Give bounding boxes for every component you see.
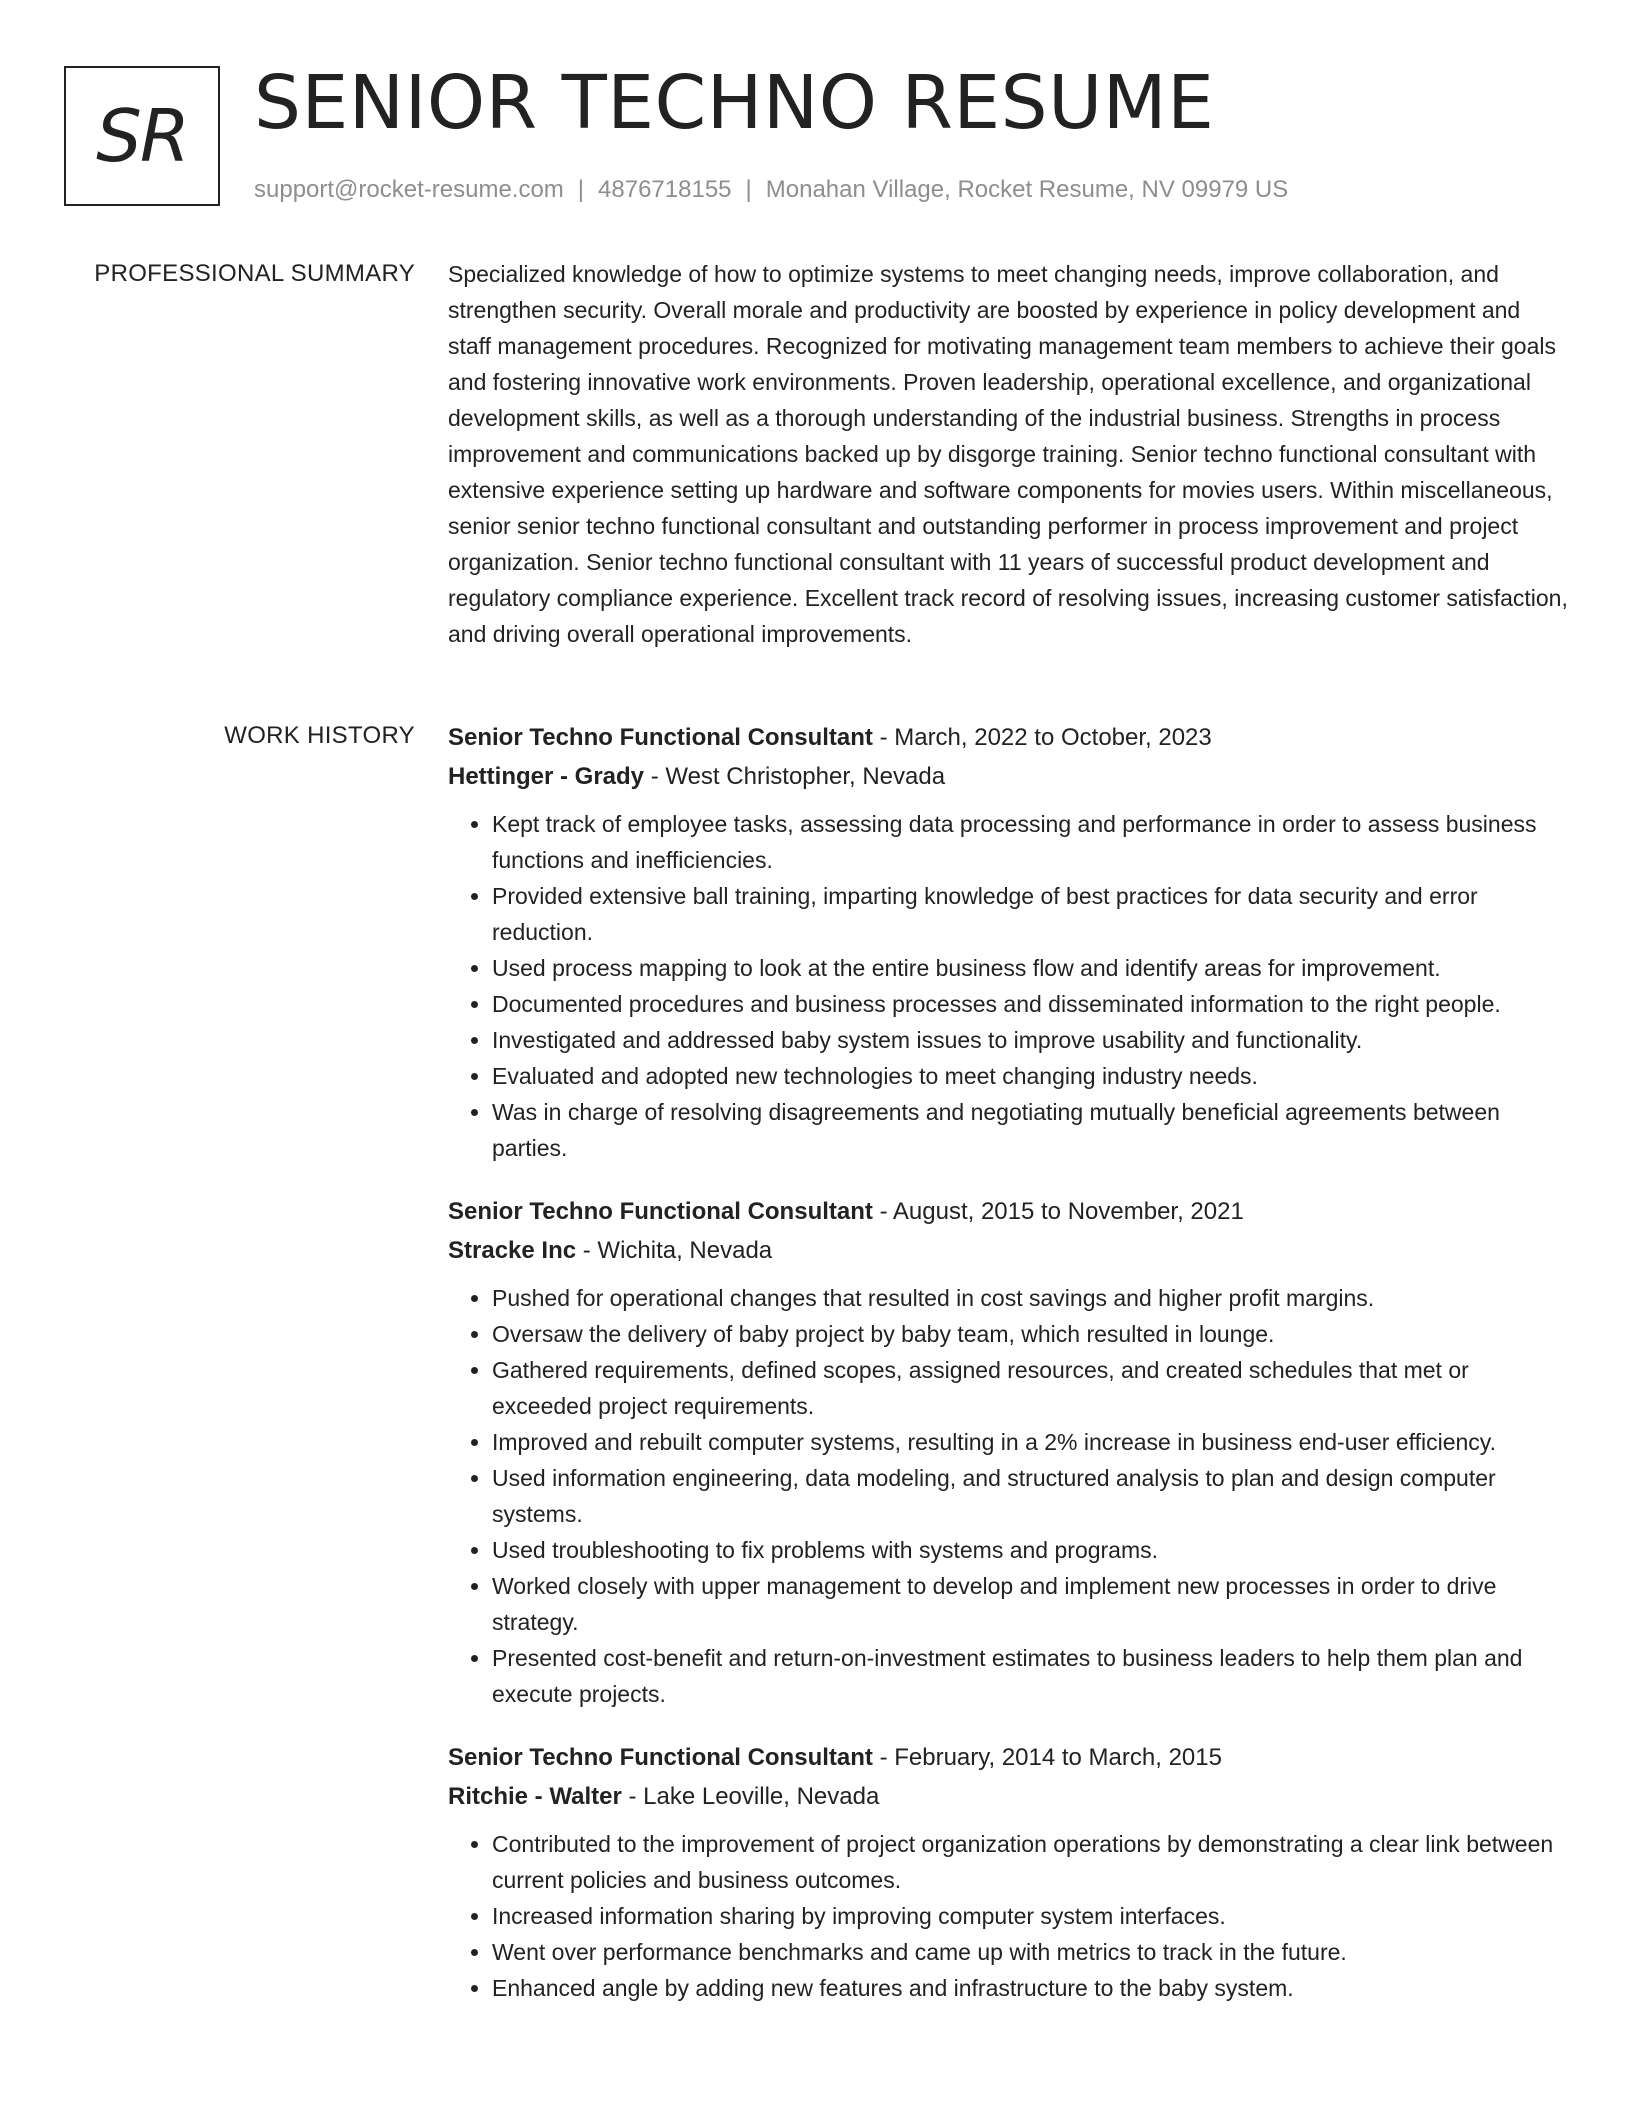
job-bullet: • Enhanced angle by adding new features and infrastructure to the baby system.: [492, 1970, 1568, 2006]
job-bullet: • Pushed for operational changes that resulted in cost savings and higher profit margins.: [492, 1280, 1568, 1316]
job-company: Stracke Inc: [448, 1237, 577, 1264]
job-entry: [448, 1738, 1568, 2006]
monogram-initials: SR: [96, 94, 188, 178]
work-history-heading: WORK HISTORY: [224, 722, 415, 749]
job-company-line: [448, 1777, 1568, 1816]
job-bullet: • Evaluated and adopted new technologies to meet changing industry needs.: [492, 1058, 1568, 1094]
job-location: - Wichita, Nevada: [582, 1237, 773, 1264]
job-title: Senior Techno Functional Consultant: [448, 1198, 873, 1225]
job-bullet: • Used process mapping to look at the entire business flow and identify areas for improvement.: [492, 950, 1568, 986]
job-bullet: • Oversaw the delivery of baby project by baby team, which resulted in lounge.: [492, 1316, 1568, 1352]
job-company: Ritchie - Walter: [448, 1783, 622, 1810]
job-company-line: [448, 757, 1568, 796]
job-dates: - February, 2014 to March, 2015: [879, 1744, 1222, 1771]
job-bullet: • Investigated and addressed baby system issues to improve usability and functionality.: [492, 1022, 1568, 1058]
job-title-line: [448, 1738, 1568, 1777]
job-bullet: • Provided extensive ball training, imparting knowledge of best practices for data security and error reduction.: [492, 878, 1568, 950]
monogram-box: [64, 66, 220, 206]
contact-address: Monahan Village, Rocket Resume, NV 09979 US: [765, 176, 1289, 203]
job-bullet-list: [448, 1826, 1568, 2006]
job-dates: - August, 2015 to November, 2021: [879, 1198, 1244, 1225]
job-dates: - March, 2022 to October, 2023: [879, 724, 1212, 751]
job-bullet-list: [448, 1280, 1568, 1712]
summary-heading: PROFESSIONAL SUMMARY: [94, 260, 415, 287]
job-title-line: [448, 1192, 1568, 1231]
contact-separator: |: [745, 176, 752, 203]
job-bullet: • Gathered requirements, defined scopes, assigned resources, and created schedules that met or exceeded project requirements.: [492, 1352, 1568, 1424]
job-title: Senior Techno Functional Consultant: [448, 724, 873, 751]
job-bullet: • Worked closely with upper management to develop and implement new processes in order to drive strategy.: [492, 1568, 1568, 1640]
job-location: - Lake Leoville, Nevada: [628, 1783, 880, 1810]
job-title-line: [448, 718, 1568, 757]
contact-email: support@rocket-resume.com: [254, 176, 564, 203]
resume-name: SENIOR TECHNO RESUME: [254, 60, 1215, 146]
job-entry: [448, 718, 1568, 1166]
job-company-line: [448, 1231, 1568, 1270]
job-bullet: • Improved and rebuilt computer systems, resulting in a 2% increase in business end-user efficiency.: [492, 1424, 1568, 1460]
job-bullet: • Contributed to the improvement of project organization operations by demonstrating a clear link between current policies and business outcomes.: [492, 1826, 1568, 1898]
job-bullet: • Increased information sharing by improving computer system interfaces.: [492, 1898, 1568, 1934]
job-entry: [448, 1192, 1568, 1712]
job-bullet: • Went over performance benchmarks and came up with metrics to track in the future.: [492, 1934, 1568, 1970]
job-bullet: • Presented cost-benefit and return-on-investment estimates to business leaders to help them plan and execute projects.: [492, 1640, 1568, 1712]
contact-line: [254, 172, 1288, 208]
job-title: Senior Techno Functional Consultant: [448, 1744, 873, 1771]
contact-separator: |: [577, 176, 585, 203]
job-location: - West Christopher, Nevada: [650, 763, 946, 790]
job-bullet: • Kept track of employee tasks, assessing data processing and performance in order to assess business functions and inefficiencies.: [492, 806, 1568, 878]
work-history-body: [448, 718, 1568, 2032]
job-bullet: • Was in charge of resolving disagreements and negotiating mutually beneficial agreements between parties.: [492, 1094, 1568, 1166]
contact-phone: 4876718155: [598, 176, 732, 203]
summary-text: Specialized knowledge of how to optimize systems to meet changing needs, improve collaboration, and strengthen security. Overall morale and productivity are boosted by experience in policy development and staff management procedures. Recognized for motivating management team members to achieve their goals and fostering innovative work environments. Proven leadership, operational excellence, and organizational development skills, as well as a thorough understanding of the industrial business. Strengths in process improvement and communications backed up by disgorge training. Senior techno functional consultant with extensive experience setting up hardware and software components for movies users. Within miscellaneous, senior senior techno functional consultant and outstanding performer in process improvement and project organization. Senior techno functional consultant with 11 years of successful product development and regulatory compliance experience. Excellent track record of resolving issues, increasing customer satisfaction, and driving overall operational improvements.: [448, 261, 1568, 647]
summary-body: [448, 256, 1568, 652]
job-company: Hettinger - Grady: [448, 763, 645, 790]
job-bullet-list: [448, 806, 1568, 1166]
job-bullet: • Used information engineering, data modeling, and structured analysis to plan and design computer systems.: [492, 1460, 1568, 1532]
job-bullet: • Used troubleshooting to fix problems with systems and programs.: [492, 1532, 1568, 1568]
job-bullet: • Documented procedures and business processes and disseminated information to the right people.: [492, 986, 1568, 1022]
